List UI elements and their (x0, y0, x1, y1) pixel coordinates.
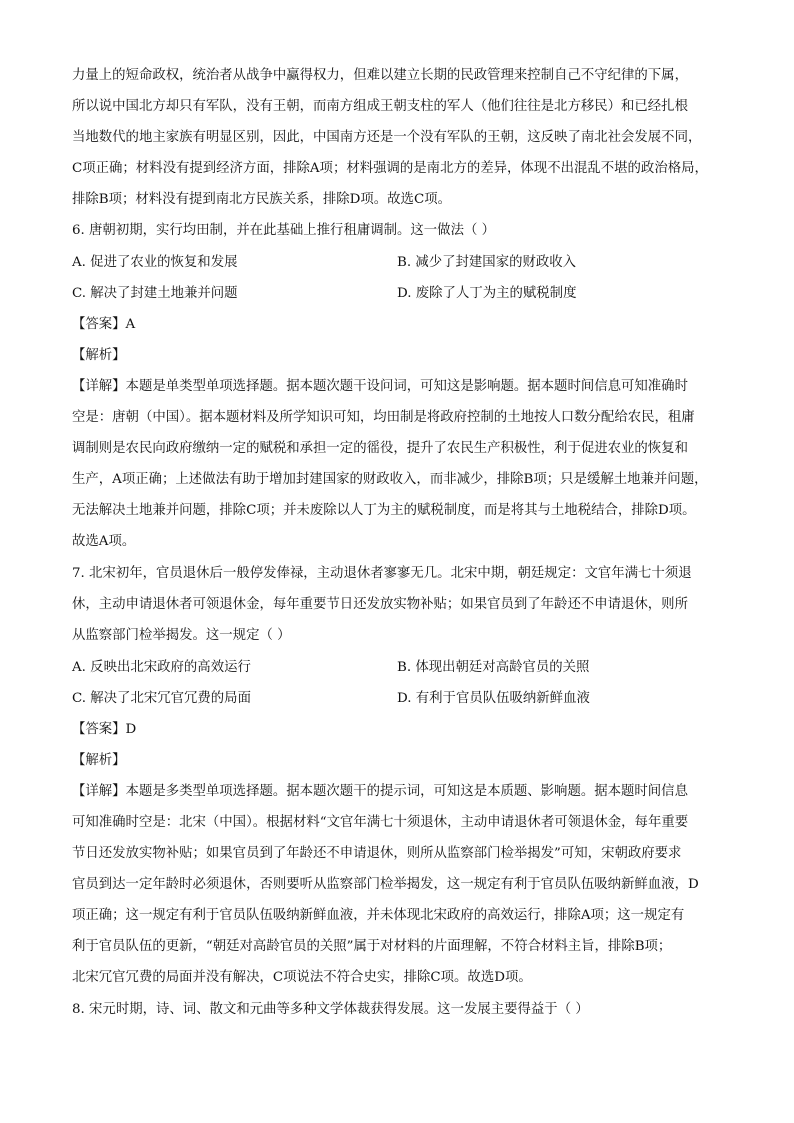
question-7-option-a: A. 反映出北宋政府的高效运行 (72, 660, 251, 675)
question-7-detail-line: 北宋冗官冗费的局面并没有解决，C项说法不符合史实，排除C项。故选D项。 (72, 970, 532, 985)
text-line: 排除B项；材料没有提到南北方民族关系，排除D项。故选C项。 (72, 192, 451, 207)
question-7-stem-line: 7. 北宋初年，官员退休后一般停发俸禄，主动退休者寥寥无几。北宋中期，朝廷规定：文官年满七十须退 (72, 566, 692, 581)
question-6-option-b: B. 减少了封建国家的财政收入 (397, 255, 577, 270)
question-6-analysis-label: 【解析】 (72, 348, 126, 363)
question-7-detail-line: 节日还发放实物补贴；如果官员到了年龄还不申请退休，则所从监察部门检举揭发”可知，宋朝政府要求 (72, 846, 682, 861)
question-7-detail-line: 项正确；这一规定有利于官员队伍吸纳新鲜血液，并未体现北宋政府的高效运行，排除A项；这一规定有 (72, 908, 685, 923)
question-7-answer: 【答案】D (72, 722, 137, 737)
question-7-detail-line: 官员到达一定年龄时必须退休，否则要听从监察部门检举揭发，这一规定有利于官员队伍吸纳新鲜血液，D (72, 877, 699, 892)
question-7-detail-line: 可知准确时空是：北宋（中国）。根据材料“文官年满七十须退休，主动申请退休者可领退休金，每年重要 (72, 815, 689, 830)
question-7-option-c: C. 解决了北宋冗官冗费的局面 (72, 691, 251, 706)
question-6-detail-line: 无法解决土地兼并问题，排除C项；并未废除以人丁为主的赋税制度，而是将其与土地税结合，排除D项。 (72, 503, 696, 518)
text-line: 所以说中国北方却只有军队，没有王朝，而南方组成王朝支柱的军人（他们往往是北方移民）和已经扎根 (72, 99, 688, 114)
question-7-option-d: D. 有利于官员队伍吸纳新鲜血液 (397, 691, 590, 706)
question-6-option-d: D. 废除了人丁为主的赋税制度 (397, 286, 577, 301)
question-8-stem: 8. 宋元时期，诗、词、散文和元曲等多种文学体裁获得发展。这一发展主要得益于（ ） (72, 1002, 589, 1017)
question-7-detail-line: 利于官员队伍的更新，“朝廷对高龄官员的关照”属于对材料的片面理解，不符合材料主旨，排除B项； (72, 939, 672, 954)
question-7-analysis-label: 【解析】 (72, 753, 126, 768)
question-6-detail-line: 调制则是农民向政府缴纳一定的赋税和承担一定的徭役，提升了农民生产积极性，利于促进农业的恢复和 (72, 441, 688, 456)
text-line: 当地数代的地主家族有明显区别，因此，中国南方还是一个没有军队的王朝，这反映了南北社会发展不同， (72, 130, 702, 145)
question-7-stem-line: 休，主动申请退休者可领退休金，每年重要节日还发放实物补贴；如果官员到了年龄还不申请退休，则所 (72, 597, 688, 612)
question-6-option-c: C. 解决了封建土地兼并问题 (72, 286, 238, 301)
question-6-answer: 【答案】A (72, 317, 136, 332)
text-line: 力量上的短命政权，统治者从战争中赢得权力，但难以建立长期的民政管理来控制自己不守纪律的下属， (72, 68, 688, 83)
question-6-stem: 6. 唐朝初期，实行均田制，并在此基础上推行租庸调制。这一做法（ ） (72, 223, 496, 238)
question-6-option-a: A. 促进了农业的恢复和发展 (72, 255, 238, 270)
question-7-detail-line: 【详解】本题是多类型单项选择题。据本题次题干的提示词，可知这是本质题、影响题。据本题时间信息 (72, 784, 688, 799)
text-line: C项正确；材料没有提到经济方面，排除A项；材料强调的是南北方的差异，体现不出混乱不堪的政治格局， (72, 161, 708, 176)
question-7-stem-line: 从监察部门检举揭发。这一规定（ ） (72, 628, 291, 643)
question-6-detail-line: 空是：唐朝（中国）。据本题材料及所学知识可知，均田制是将政府控制的土地按人口数分配给农民，租庸 (72, 410, 695, 425)
question-6-detail-line: 生产，A项正确；上述做法有助于增加封建国家的财政收入，而非减少，排除B项；只是缓解土地兼并问题， (72, 472, 708, 487)
question-6-detail-line: 【详解】本题是单类型单项选择题。据本题次题干设问词，可知这是影响题。据本题时间信息可知准确时 (72, 379, 688, 394)
question-7-option-b: B. 体现出朝廷对高龄官员的关照 (397, 660, 590, 675)
question-6-detail-line: 故选A项。 (72, 534, 136, 549)
